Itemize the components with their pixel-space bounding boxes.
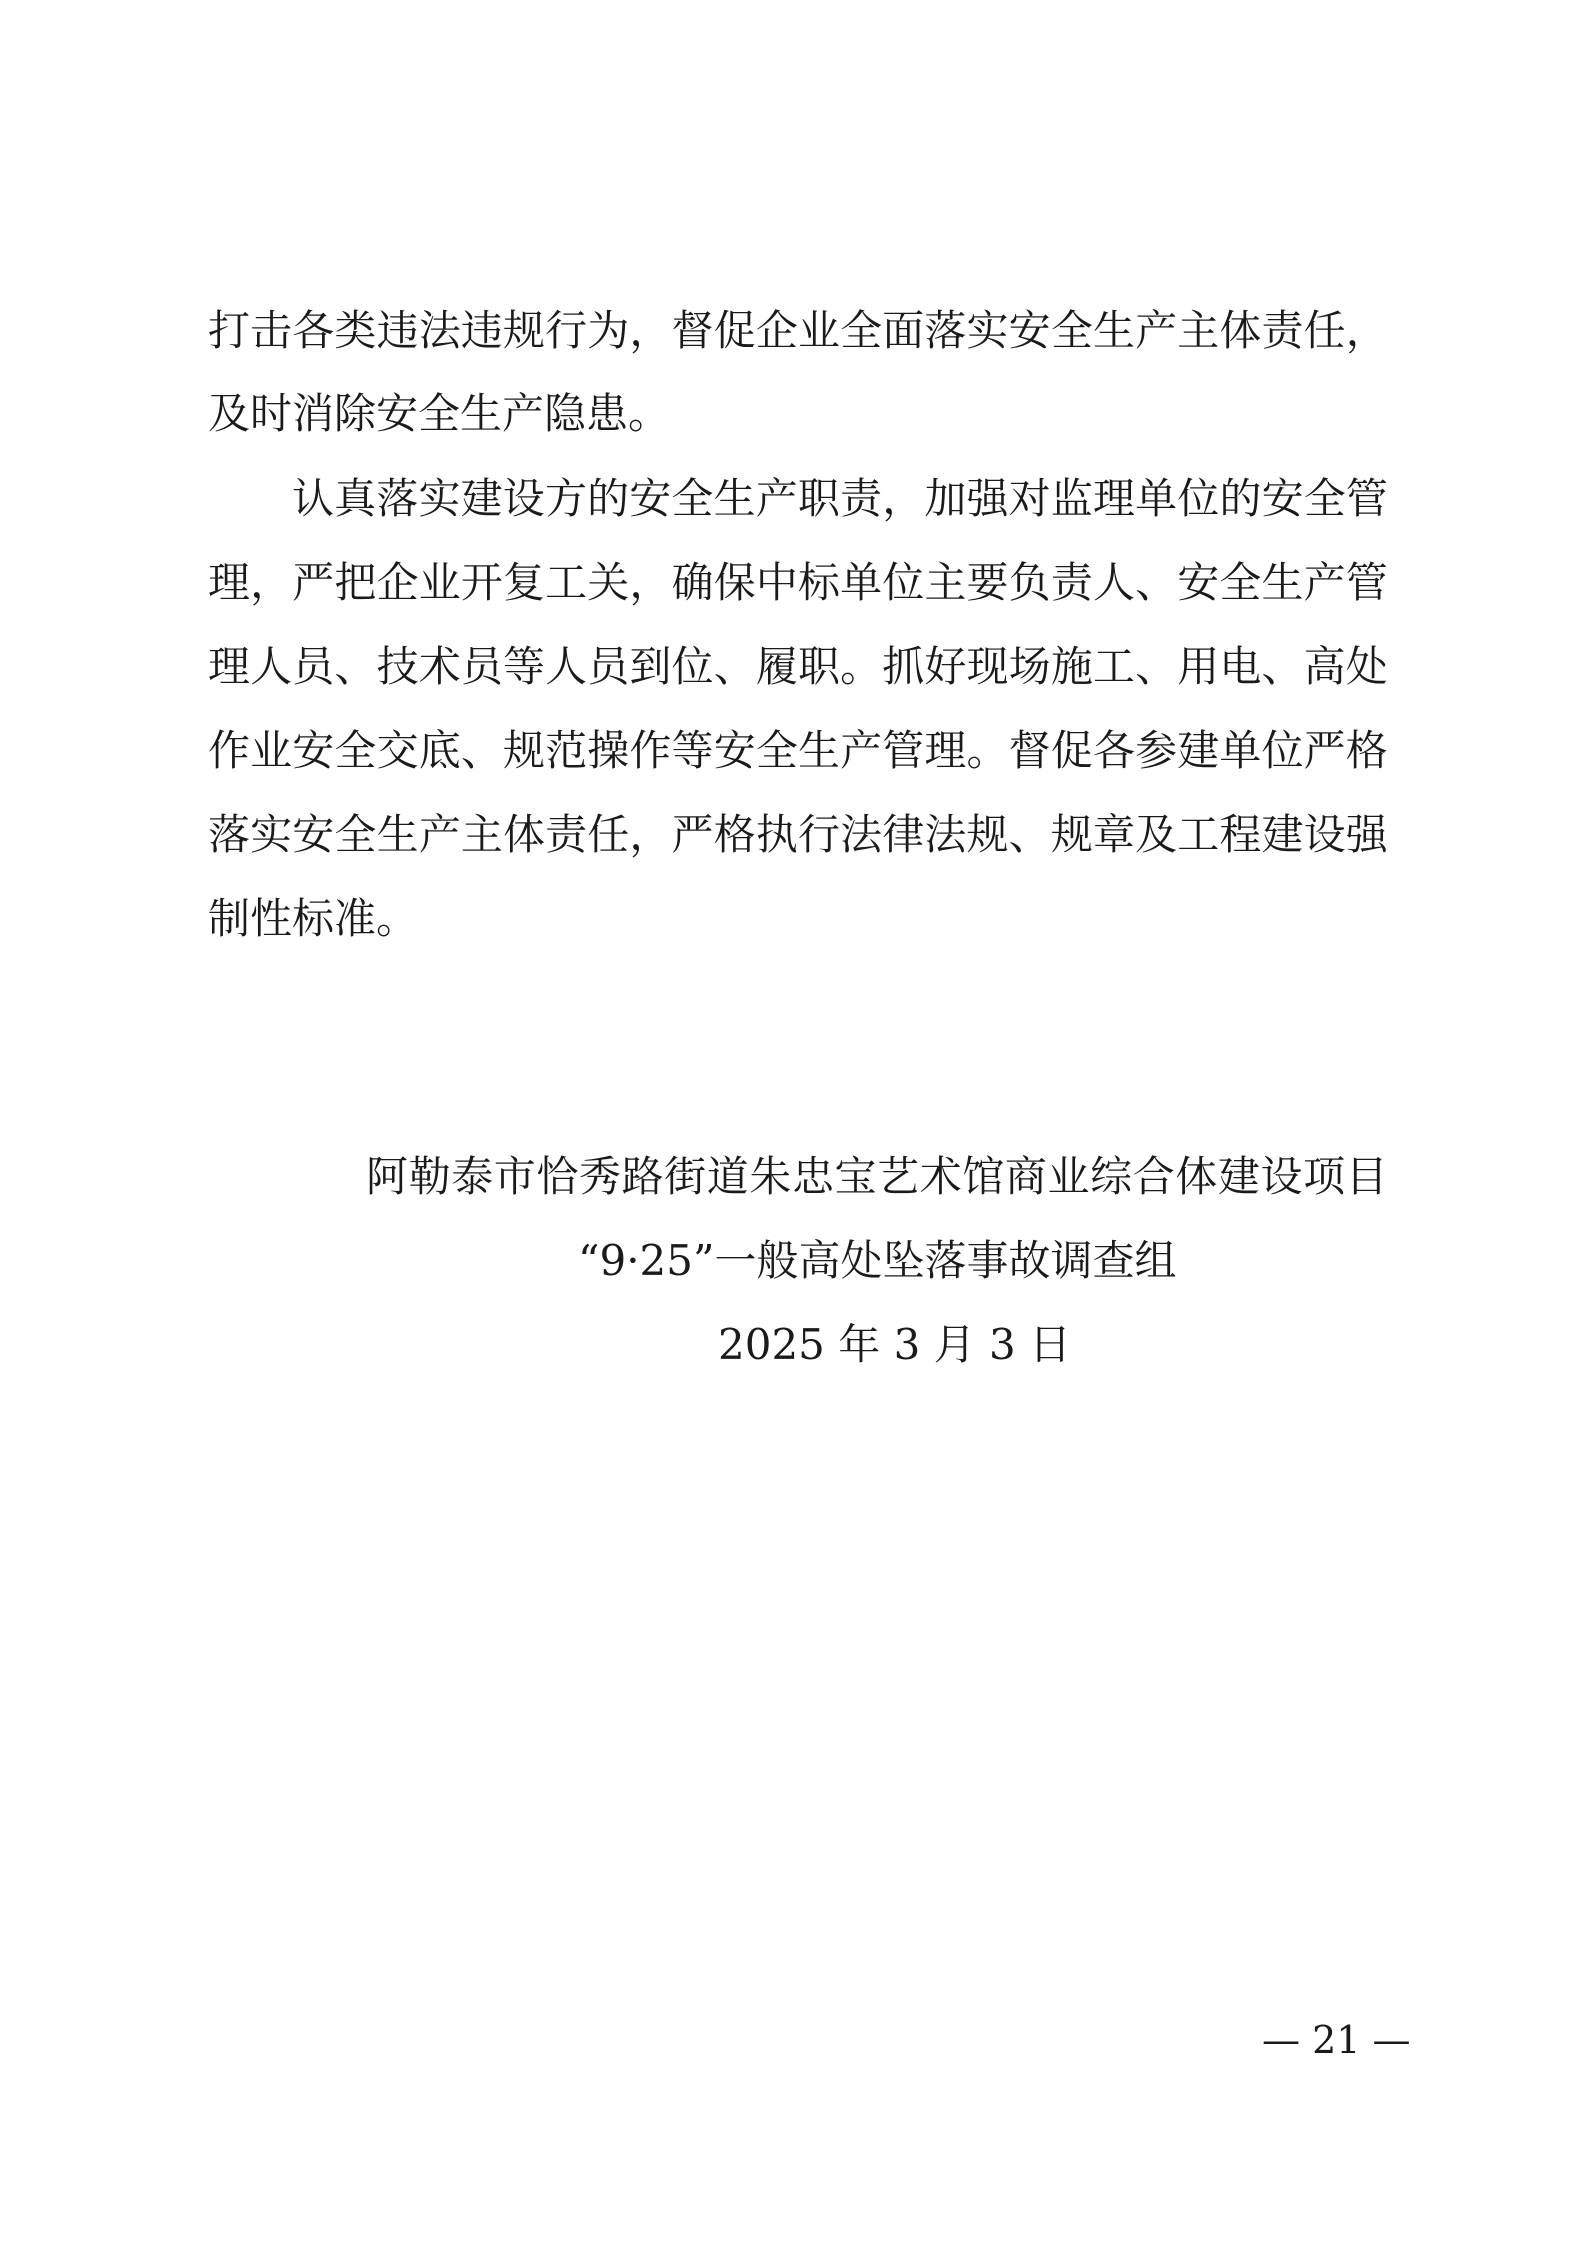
body-line: 及时消除安全生产隐患。 [208,389,671,438]
body-line: 认 真 落 实 建 设 方 的 安 全 生 产 职 责 ， 加 强 对 监 理 单 位 的 安 全 管 [292,474,1388,523]
signature-organization: 阿 勒 泰 市 恰 秀 路 街 道 朱 忠 宝 艺 术 馆 商 业 综 合 体 建 设 项 目 [366,1152,1388,1201]
signature-date: 2025 年 3 月 3 日 [718,1320,1072,1369]
signature-group-name: “9·25”一般高处坠落事故调查组 [578,1236,1177,1285]
body-line: 制性标准。 [208,894,419,943]
body-line: 作 业 安 全 交 底 、 规 范 操 作 等 安 全 生 产 管 理 。 督 促 各 参 建 单 位 严 格 [208,726,1388,775]
page-number: — 21 — [1262,2018,1411,2062]
body-line: 落 实 安 全 生 产 主 体 责 任 ， 严 格 执 行 法 律 法 规 、 规 章 及 工 程 建 设 强 [208,810,1388,859]
body-line: 理 人 员 、 技 术 员 等 人 员 到 位 、 履 职 。 抓 好 现 场 施 工 、 用 电 、 高 处 [208,642,1388,691]
body-line: 打 击 各 类 违 法 违 规 行 为 ， 督 促 企 业 全 面 落 实 安 全 生 产 主 体 责 任 ， [208,306,1388,355]
body-line: 理 ， 严 把 企 业 开 复 工 关 ， 确 保 中 标 单 位 主 要 负 责 人 、 安 全 生 产 管 [208,558,1388,607]
